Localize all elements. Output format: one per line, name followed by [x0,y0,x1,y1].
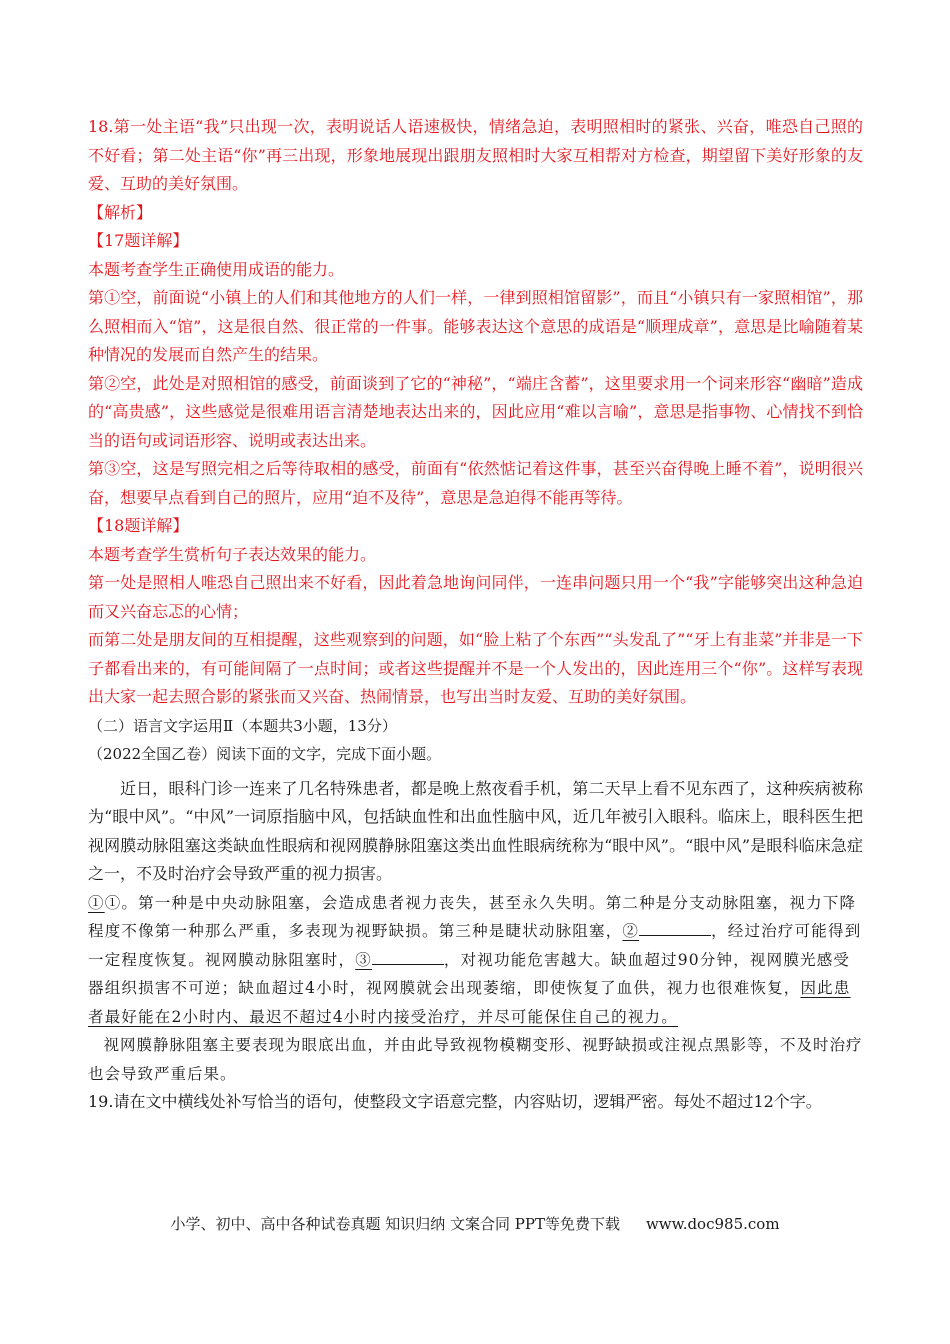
blank-1: ① [88,893,105,912]
passage-paragraph-2: ①①。第一种是中央动脉阻塞，会造成患者视力丧失，甚至永久失明。第二种是分支动脉阻塞，视力下降程度不像第一种那么严重，多表现为视野缺损。第三种是睫状动脉阻塞，② ，经过治疗可能得到一定程度恢复。视网膜动脉阻塞时，③ ，对视功能危害越大。缺血超过90分钟，视网膜光感受器组织损害不可逆；缺血超过4小时，视网膜就会出现萎缩，即使恢复了血供，视力也很难恢复，因此患者最好能在2小时内、最迟不超过4小时内接受治疗，并尽可能保住自己的视力。 [88,893,862,1026]
section-2-heading: （二）语言文字运用Ⅱ（本题共3小题，13分） [88,716,397,735]
answer-18: 18.第一处主语“我”只出现一次，表明说话人语速极快，情绪急迫，表明照相时的紧张、兴奋，唯恐自己照的不好看；第二处主语“你”再三出现，形象地展现出跟朋友照相时大家互相帮对方检查，期望留下美好形象的友爱、互助的美好氛围。 [88,117,863,193]
q18-paragraph-2: 而第二处是朋友间的互相提醒，这些观察到的问题，如“脸上粘了个东西”“头发乱了”“牙上有韭菜”并非是一下子都看出来的，有可能间隔了一点时间；或者这些提醒并不是一个人发出的，因此连用三个“你”。这样写表现出大家一起去照合影的紧张而又兴奋、热闹情景，也写出当时友爱、互助的美好氛围。 [88,630,863,706]
q17-paragraph-2: 第②空，此处是对照相馆的感受，前面谈到了它的“神秘”，“端庄含蓄”，这里要求用一个词来形容“幽暗”造成的“高贵感”，这些感觉是很难用语言清楚地表达出来的，因此应用“难以言喻”，意思是指事物、心情找不到恰当的语句或词语形容、说明或表达出来。 [88,373,863,450]
q18-heading: 【18题详解】 [88,516,189,535]
analysis-heading: 【解析】 [88,202,153,222]
q17-paragraph-1: 第①空，前面说“小镇上的人们和其他地方的人们一样，一律到照相馆留影”，而且“小镇只有一家照相馆”，那么照相而入“馆”，这是很自然、很正常的一件事。能够表达这个意思的成语是“顺理成章”，意思是比喻随着某种情况的发展而自然产生的结果。 [88,288,863,364]
blank-2 [639,919,711,936]
underlined-sentence: 因此患者最好能在2小时内、最迟不超过4小时内接受治疗，并尽可能保住自己的视力。 [88,979,851,1026]
passage-paragraph-1: 近日，眼科门诊一连来了几名特殊患者，都是晚上熬夜看手机，第二天早上看不见东西了，这种疾病被称为“眼中风”。“中风”一词原指脑中风，包括缺血性和出血性脑中风，近几年被引入眼科。临床上，眼科医生把视网膜动脉阻塞这类缺血性眼病和视网膜静脉阻塞这类出血性眼病统称为“眼中风”。“眼中风”是眼科临床急症之一，不及时治疗会导致严重的视力损害。 [88,778,863,883]
page-footer [0,1213,950,1234]
blank-3 [372,948,444,965]
q17-paragraph-3: 第③空，这是写照完相之后等待取相的感受，前面有“依然惦记着这件事，甚至兴奋得晚上睡不着”，说明很兴奋，想要早点看到自己的照片，应用“迫不及待”，意思是急迫得不能再等待。 [88,459,863,507]
footer-text: 小学、初中、高中各种试卷真题 知识归纳 文案合同 PPT等免费下载 [170,1215,620,1233]
document-page [88,113,863,1117]
blank-2-label: ② [622,922,640,940]
passage-paragraph-3: 视网膜静脉阻塞主要表现为眼底出血，并由此导致视物模糊变形、视野缺损或注视点黑影等，不及时治疗也会导致严重后果。 [88,1036,863,1083]
q17-heading: 【17题详解】 [88,231,189,250]
question-19: 19.请在文中横线处补写恰当的语句，使整段文字语意完整，内容贴切，逻辑严密。每处不超过12个字。 [88,1092,822,1111]
q17-intro: 本题考查学生正确使用成语的能力。 [88,259,345,279]
footer-site: www.doc985.com [645,1215,780,1233]
q18-paragraph-1: 第一处是照相人唯恐自己照出来不好看，因此着急地询问同伴，一连串问题只用一个“我”字能够突出这种急迫而又兴奋忘忑的心情； [88,573,863,621]
section-2-source: （2022全国乙卷）阅读下面的文字，完成下面小题。 [88,745,442,763]
q18-intro: 本题考查学生赏析句子表达效果的能力。 [88,544,377,564]
blank-3-label: ③ [355,950,372,969]
